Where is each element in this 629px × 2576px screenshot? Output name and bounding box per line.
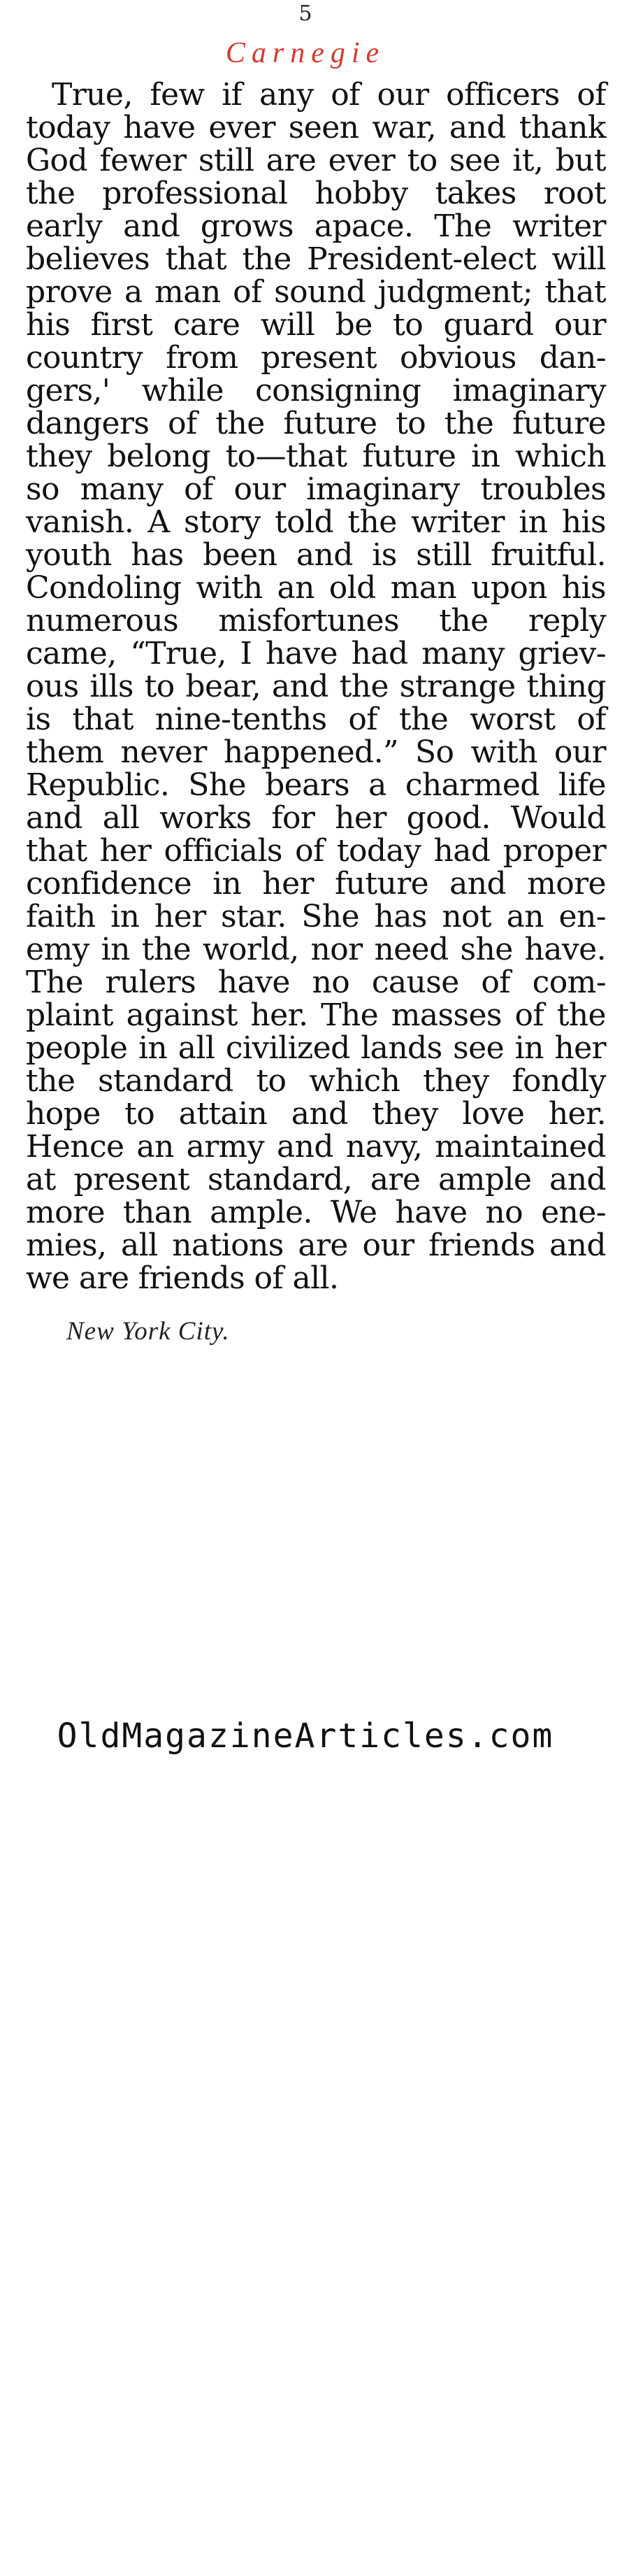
dateline: New York City.: [66, 1317, 230, 1346]
article-line: country from present obvious dan-: [26, 340, 606, 376]
article-line: so many of our imaginary troubles: [26, 471, 606, 507]
article-line: Hence an army and navy, maintained: [26, 1129, 606, 1165]
running-head-title: Carnegie: [225, 37, 386, 69]
article-line: Republic. She bears a charmed life: [26, 767, 606, 803]
article-line: The rulers have no cause of com-: [26, 965, 606, 1000]
article-line: early and grows apace. The writer: [26, 208, 606, 244]
article-line: his first care will be to guard our: [26, 307, 606, 343]
article-line: Condoling with an old man upon his: [26, 570, 606, 606]
article-line: numerous misfortunes the reply: [26, 603, 606, 639]
article-line: faith in her star. She has not an en-: [26, 899, 606, 934]
article-line: dangers of the future to the future: [26, 406, 606, 441]
article-line: believes that the President-elect will: [26, 241, 606, 277]
article-line: them never happened.” So with our: [26, 734, 606, 770]
article-line: the standard to which they fondly: [26, 1063, 606, 1099]
article-line: prove a man of sound judgment; that: [26, 274, 606, 310]
article-line: came, “True, I have had many griev-: [26, 636, 606, 671]
article-line: ous ills to bear, and the strange thing: [26, 669, 606, 704]
article-line: True, few if any of our officers of: [52, 77, 606, 113]
article-line: that her officials of today had proper: [26, 833, 606, 869]
article-line: is that nine-tenths of the worst of: [26, 702, 606, 737]
article-line: they belong to—that future in which: [26, 439, 606, 474]
page-number: 5: [298, 1, 312, 26]
article-line: at present standard, are ample and: [26, 1162, 606, 1197]
article-body: [26, 78, 606, 1295]
article-line: mies, all nations are our friends and: [26, 1227, 606, 1263]
article-line: today have ever seen war, and thank: [26, 110, 606, 145]
article-line: more than ample. We have no ene-: [26, 1195, 606, 1230]
article-line: hope to attain and they love her.: [26, 1096, 606, 1132]
article-line: the professional hobby takes root: [26, 176, 606, 211]
site-watermark: OldMagazineArticles.com: [57, 1716, 554, 1756]
article-line: plaint against her. The masses of the: [26, 997, 606, 1033]
article-line: people in all civilized lands see in her: [26, 1030, 606, 1066]
article-line: youth has been and is still fruitful.: [26, 537, 606, 573]
article-line: confidence in her future and more: [26, 866, 606, 902]
article-line: God fewer still are ever to see it, but: [26, 143, 606, 178]
article-line: we are friends of all.: [26, 1260, 339, 1296]
article-line: emy in the world, nor need she have.: [26, 932, 606, 967]
article-line: vanish. A story told the writer in his: [26, 504, 606, 540]
article-line: and all works for her good. Would: [26, 800, 606, 836]
article-line: gers,' while consigning imaginary: [26, 373, 606, 408]
